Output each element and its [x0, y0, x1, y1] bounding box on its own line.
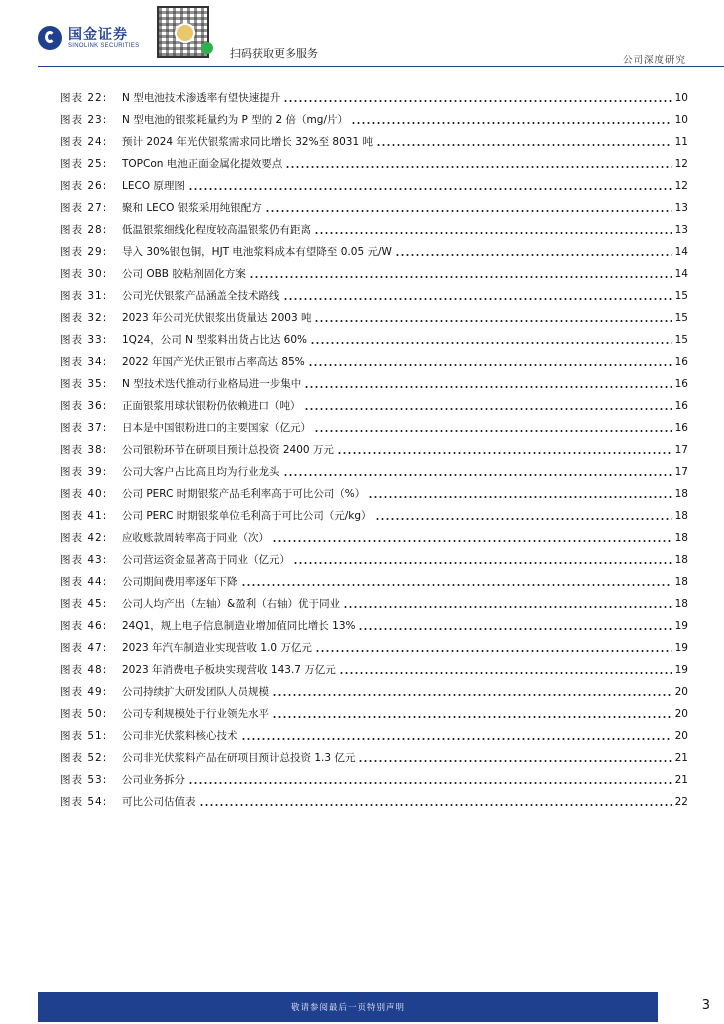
toc-leader-dots	[188, 781, 672, 785]
toc-page-number: 11	[674, 136, 688, 148]
toc-entry[interactable]	[60, 747, 688, 769]
toc-leader-dots	[304, 407, 672, 411]
toc-figure-title: 聚和 LECO 银浆采用纯银配方	[122, 202, 262, 214]
report-type: 公司深度研究	[622, 55, 686, 66]
toc-figure-title: 1Q24，公司 N 型浆料出货占比达 60%	[122, 334, 308, 346]
toc-leader-dots	[293, 561, 672, 565]
toc-figure-title: 24Q1，规上电子信息制造业增加值同比增长 13%	[122, 620, 356, 632]
toc-page-number: 18	[674, 554, 688, 566]
toc-leader-dots	[358, 627, 671, 631]
toc-entry[interactable]	[60, 395, 688, 417]
toc-figure-title: 公司大客户占比高且均为行业龙头	[122, 466, 280, 478]
toc-figure-label: 图表 54:	[60, 796, 108, 808]
toc-figure-title: 正面银浆用球状银粉仍依赖进口（吨）	[122, 400, 301, 412]
page-footer	[38, 992, 658, 1022]
toc-figure-title: 公司期间费用率逐年下降	[122, 576, 238, 588]
toc-entry[interactable]	[60, 637, 688, 659]
toc-figure-title: 公司营运资金显著高于同业（亿元）	[122, 554, 290, 566]
toc-figure-label: 图表 22:	[60, 92, 108, 104]
toc-figure-title: 公司专利规模处于行业领先水平	[122, 708, 269, 720]
toc-page-number: 16	[674, 422, 688, 434]
toc-figure-title: LECO 原理图	[122, 180, 185, 192]
toc-leader-dots	[358, 759, 671, 763]
toc-leader-dots	[249, 275, 672, 279]
toc-figure-label: 图表 44:	[60, 576, 108, 588]
toc-figure-label: 图表 29:	[60, 246, 108, 258]
toc-figure-label: 图表 32:	[60, 312, 108, 324]
toc-entry[interactable]	[60, 373, 688, 395]
wechat-badge-icon	[201, 42, 213, 54]
toc-page-number: 19	[674, 620, 688, 632]
toc-page-number: 15	[674, 312, 688, 324]
toc-leader-dots	[272, 693, 672, 697]
toc-page-number: 20	[674, 686, 688, 698]
toc-entry[interactable]	[60, 153, 688, 175]
toc-figure-title: 公司非光伏浆料核心技术	[122, 730, 238, 742]
toc-figure-label: 图表 27:	[60, 202, 108, 214]
toc-figure-label: 图表 24:	[60, 136, 108, 148]
toc-leader-dots	[285, 165, 671, 169]
toc-figure-label: 图表 36:	[60, 400, 108, 412]
toc-entry[interactable]	[60, 417, 688, 439]
toc-figure-title: 日本是中国银粉进口的主要国家（亿元）	[122, 422, 311, 434]
toc-leader-dots	[283, 99, 671, 103]
toc-page-number: 16	[674, 356, 688, 368]
toc-figure-label: 图表 42:	[60, 532, 108, 544]
toc-figure-title: 公司 OBB 胶粘剂固化方案	[122, 268, 246, 280]
toc-figure-label: 图表 38:	[60, 444, 108, 456]
toc-page-number: 22	[674, 796, 688, 808]
toc-figure-label: 图表 53:	[60, 774, 108, 786]
toc-figure-label: 图表 37:	[60, 422, 108, 434]
toc-leader-dots	[241, 583, 672, 587]
toc-figure-label: 图表 49:	[60, 686, 108, 698]
toc-entry[interactable]	[60, 329, 688, 351]
toc-figure-title: 公司持续扩大研发团队人员规模	[122, 686, 269, 698]
toc-entry[interactable]	[60, 725, 688, 747]
toc-entry[interactable]	[60, 681, 688, 703]
toc-leader-dots	[265, 209, 672, 213]
toc-entry[interactable]	[60, 615, 688, 637]
toc-figure-label: 图表 34:	[60, 356, 108, 368]
logo-name-en: SINOLINK SECURITIES	[68, 42, 140, 49]
toc-page-number: 16	[674, 378, 688, 390]
toc-leader-dots	[375, 517, 672, 521]
toc-figure-title: N 型电池的银浆耗量约为 P 型的 2 倍（mg/片）	[122, 114, 348, 126]
toc-entry[interactable]	[60, 527, 688, 549]
toc-leader-dots	[272, 715, 672, 719]
toc-figure-title: 2023 年汽车制造业实现营收 1.0 万亿元	[122, 642, 312, 654]
company-logo	[38, 26, 139, 50]
toc-entry[interactable]	[60, 285, 688, 307]
toc-figure-label: 图表 43:	[60, 554, 108, 566]
toc-figure-title: TOPCon 电池正面金属化提效要点	[122, 158, 283, 170]
toc-entry[interactable]	[60, 131, 688, 153]
footer-disclaimer: 敬请参阅最后一页特别声明	[290, 1003, 405, 1013]
toc-page-number: 13	[674, 224, 688, 236]
toc-figure-title: N 型电池技术渗透率有望快速提升	[122, 92, 281, 104]
toc-leader-dots	[272, 539, 672, 543]
toc-page-number: 14	[674, 268, 688, 280]
toc-figure-title: 公司 PERC 时期银浆产品毛利率高于可比公司（%）	[122, 488, 366, 500]
toc-figure-label: 图表 46:	[60, 620, 108, 632]
toc-figure-label: 图表 33:	[60, 334, 108, 346]
toc-figure-title: 导入 30%银包铜，HJT 电池浆料成本有望降至 0.05 元/W	[122, 246, 392, 258]
toc-entry[interactable]	[60, 461, 688, 483]
header-divider	[38, 66, 724, 67]
toc-figure-label: 图表 52:	[60, 752, 108, 764]
toc-figure-label: 图表 48:	[60, 664, 108, 676]
toc-leader-dots	[314, 231, 672, 235]
toc-figure-label: 图表 47:	[60, 642, 108, 654]
toc-figure-title: 公司人均产出（左轴）&盈利（右轴）优于同业	[122, 598, 341, 610]
qr-center-logo	[175, 23, 195, 43]
toc-page-number: 18	[674, 488, 688, 500]
toc-leader-dots	[188, 187, 672, 191]
toc-page-number: 15	[674, 290, 688, 302]
toc-entry[interactable]	[60, 197, 688, 219]
toc-page-number: 21	[674, 752, 688, 764]
qr-caption: 扫码获取更多服务	[230, 47, 318, 60]
toc-page-number: 10	[674, 92, 688, 104]
toc-figure-label: 图表 51:	[60, 730, 108, 742]
toc-figure-title: 2023 年公司光伏银浆出货量达 2003 吨	[122, 312, 312, 324]
toc-leader-dots	[310, 341, 672, 345]
toc-page-number: 10	[674, 114, 688, 126]
toc-page-number: 18	[674, 598, 688, 610]
toc-page-number: 20	[674, 708, 688, 720]
toc-page-number: 18	[674, 510, 688, 522]
toc-figure-label: 图表 41:	[60, 510, 108, 522]
toc-figure-title: 公司光伏银浆产品涵盖全技术路线	[122, 290, 280, 302]
logo-name-cn: 国金证券	[68, 25, 128, 42]
figure-list	[60, 87, 688, 813]
toc-figure-label: 图表 30:	[60, 268, 108, 280]
toc-figure-title: 2023 年消费电子板块实现营收 143.7 万亿元	[122, 664, 336, 676]
toc-entry[interactable]	[60, 593, 688, 615]
toc-entry[interactable]	[60, 175, 688, 197]
toc-entry[interactable]	[60, 109, 688, 131]
toc-figure-title: 可比公司估值表	[122, 796, 196, 808]
toc-page-number: 12	[674, 158, 688, 170]
toc-page-number: 19	[674, 664, 688, 676]
toc-figure-label: 图表 23:	[60, 114, 108, 126]
toc-entry[interactable]	[60, 483, 688, 505]
toc-page-number: 17	[674, 444, 688, 456]
toc-leader-dots	[351, 121, 672, 125]
toc-entry[interactable]	[60, 219, 688, 241]
toc-figure-label: 图表 50:	[60, 708, 108, 720]
toc-leader-dots	[395, 253, 672, 257]
toc-page-number: 18	[674, 576, 688, 588]
toc-entry[interactable]	[60, 505, 688, 527]
toc-entry[interactable]	[60, 703, 688, 725]
toc-leader-dots	[339, 671, 672, 675]
toc-figure-title: 公司银粉环节在研项目预计总投资 2400 万元	[122, 444, 334, 456]
toc-leader-dots	[304, 385, 671, 389]
toc-figure-title: N 型技术迭代推动行业格局进一步集中	[122, 378, 302, 390]
toc-entry[interactable]	[60, 571, 688, 593]
toc-page-number: 14	[674, 246, 688, 258]
toc-leader-dots	[314, 429, 672, 433]
toc-page-number: 19	[674, 642, 688, 654]
toc-figure-title: 公司非光伏浆料产品在研项目预计总投资 1.3 亿元	[122, 752, 356, 764]
toc-figure-label: 图表 45:	[60, 598, 108, 610]
toc-page-number: 12	[674, 180, 688, 192]
toc-leader-dots	[199, 803, 672, 807]
toc-entry[interactable]	[60, 241, 688, 263]
toc-figure-label: 图表 25:	[60, 158, 108, 170]
page-header	[0, 0, 724, 70]
toc-leader-dots	[283, 297, 672, 301]
toc-entry[interactable]	[60, 769, 688, 791]
toc-figure-title: 2022 年国产光伏正银市占率高达 85%	[122, 356, 305, 368]
toc-figure-title: 应收账款周转率高于同业（次）	[122, 532, 269, 544]
toc-entry[interactable]	[60, 307, 688, 329]
toc-entry[interactable]	[60, 351, 688, 373]
toc-figure-label: 图表 26:	[60, 180, 108, 192]
toc-figure-label: 图表 40:	[60, 488, 108, 500]
toc-figure-title: 低温银浆细线化程度较高温银浆仍有距离	[122, 224, 311, 236]
toc-figure-label: 图表 39:	[60, 466, 108, 478]
toc-leader-dots	[337, 451, 672, 455]
toc-figure-label: 图表 28:	[60, 224, 108, 236]
toc-entry[interactable]	[60, 791, 688, 813]
toc-leader-dots	[241, 737, 672, 741]
toc-page-number: 21	[674, 774, 688, 786]
toc-entry[interactable]	[60, 263, 688, 285]
toc-leader-dots	[343, 605, 671, 609]
toc-leader-dots	[376, 143, 672, 147]
toc-leader-dots	[315, 649, 672, 653]
toc-leader-dots	[368, 495, 671, 499]
toc-page-number: 17	[674, 466, 688, 478]
toc-leader-dots	[314, 319, 671, 323]
toc-entry[interactable]	[60, 439, 688, 461]
toc-figure-label: 图表 31:	[60, 290, 108, 302]
toc-figure-title: 公司业务拆分	[122, 774, 185, 786]
logo-icon	[38, 26, 62, 50]
toc-entry[interactable]	[60, 659, 688, 681]
qr-code-icon	[157, 6, 209, 58]
toc-entry[interactable]	[60, 549, 688, 571]
toc-entry[interactable]	[60, 87, 688, 109]
toc-figure-title: 预计 2024 年光伏银浆需求同比增长 32%至 8031 吨	[122, 136, 373, 148]
toc-figure-label: 图表 35:	[60, 378, 108, 390]
page-number: 3	[701, 998, 710, 1013]
toc-page-number: 15	[674, 334, 688, 346]
toc-page-number: 13	[674, 202, 688, 214]
toc-leader-dots	[308, 363, 672, 367]
toc-page-number: 16	[674, 400, 688, 412]
toc-page-number: 18	[674, 532, 688, 544]
toc-leader-dots	[283, 473, 672, 477]
toc-figure-title: 公司 PERC 时期银浆单位毛利高于可比公司（元/kg）	[122, 510, 372, 522]
toc-page-number: 20	[674, 730, 688, 742]
